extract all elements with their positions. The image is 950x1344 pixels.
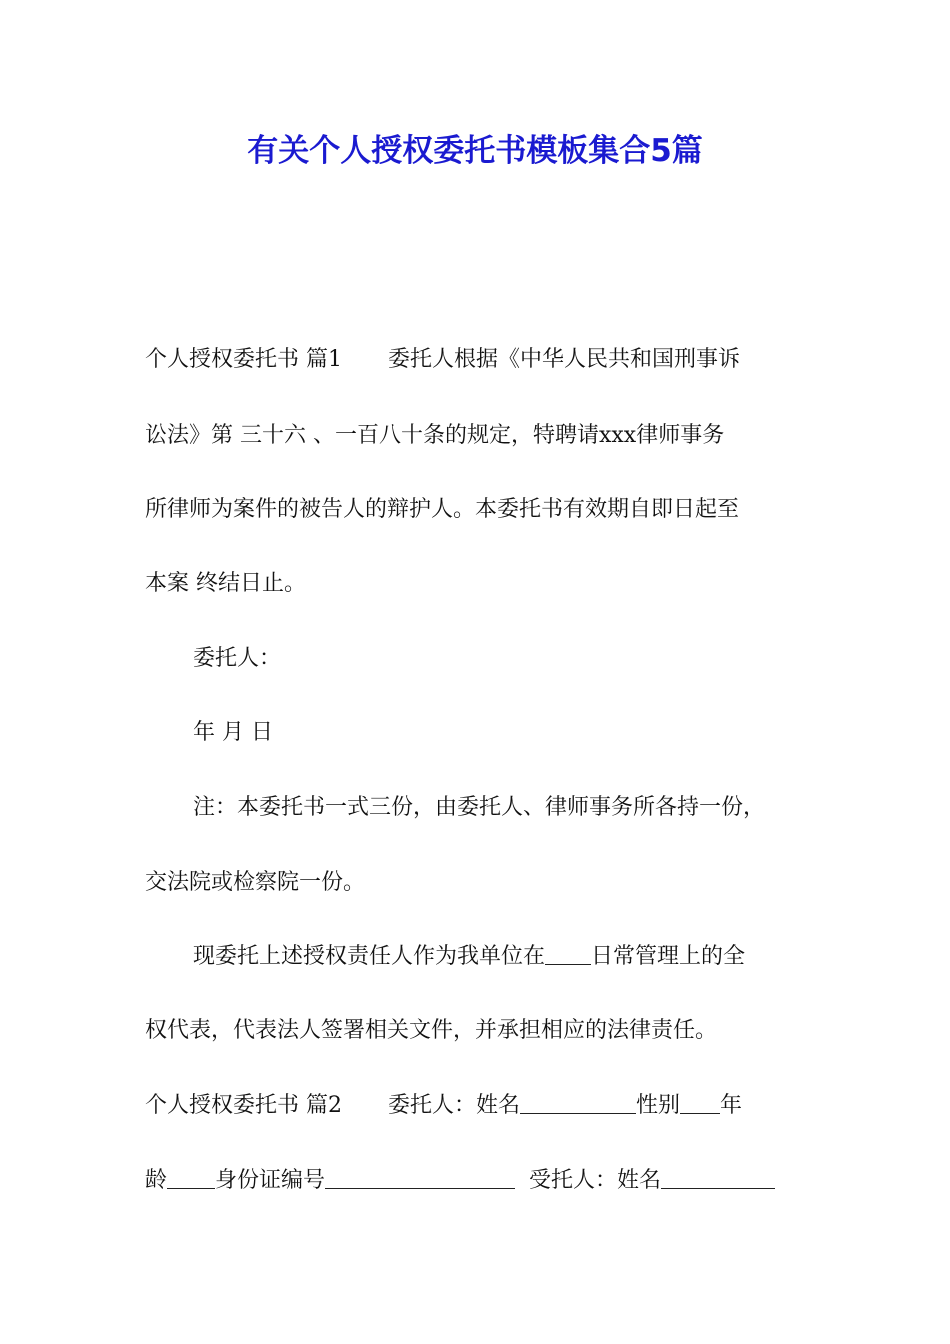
principal-name-label: 委托人：姓名 [388,1093,521,1118]
gender-blank [680,1093,720,1114]
section2-line2 [145,1166,815,1196]
section1-heading: 个人授权委托书 篇1 [145,347,342,372]
age-label-a: 年 [720,1093,743,1118]
section1-text-line2: 讼法》第 三十六 、一百八十条的规定，特聘请xxx律师事务 [145,423,725,448]
authorization-text-b: 日常管理上的全 [591,944,746,969]
section1-text-line1: 委托人根据《中华人民共和国刑事诉 [388,347,741,372]
section1-text-line3: 所律师为案件的被告人的辩护人。本委托书有效期自即日起至 [145,497,740,522]
id-number-label: 身份证编号 [215,1168,326,1193]
id-number-blank [325,1168,515,1189]
agent-name-label: 受托人：姓名 [529,1168,662,1193]
note-line1: 注：本委托书一式三份，由委托人、律师事务所各持一份， [193,795,766,820]
agent-name-blank [661,1168,775,1189]
blank-underline [545,944,591,965]
date-label: 年 月 日 [193,720,273,745]
section2-heading: 个人授权委托书 篇2 [145,1093,342,1118]
authorization-text-a: 现委托上述授权责任人作为我单位在 [193,944,546,969]
client-label: 委托人： [193,646,282,671]
document-title: 有关个人授权委托书模板集合5篇 [247,133,703,169]
age-blank [167,1168,215,1189]
note-line2: 交法院或检察院一份。 [145,870,366,895]
section1-line1 [145,345,815,375]
authorization-line1 [193,942,863,972]
gender-label: 性别 [636,1093,681,1118]
principal-name-blank [520,1093,636,1114]
section2-line1 [145,1091,815,1121]
authorization-line2: 权代表，代表法人签署相关文件，并承担相应的法律责任。 [145,1018,718,1043]
age-label-b: 龄 [145,1168,168,1193]
section1-text-line4: 本案 终结日止。 [145,571,306,596]
